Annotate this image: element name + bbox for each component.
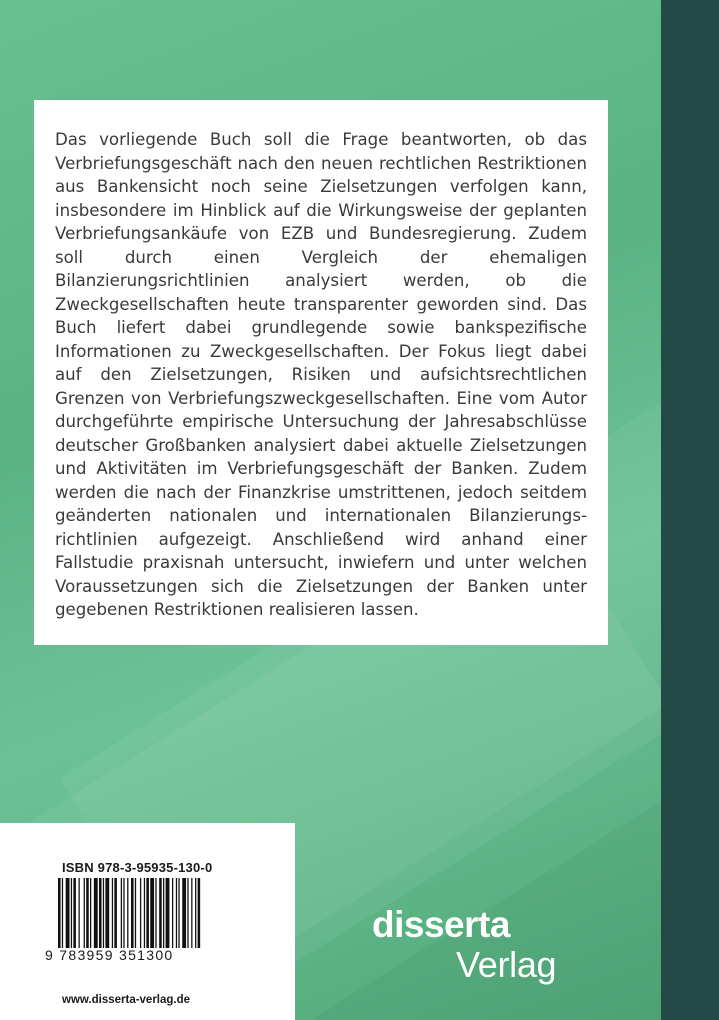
barcode-bar <box>123 878 124 948</box>
barcode-bar <box>178 878 179 948</box>
barcode-bar <box>114 878 117 948</box>
barcode-bar <box>66 878 70 948</box>
isbn-label: ISBN 978-3-95935-130-0 <box>62 860 213 875</box>
publisher-website: www.disserta-verlag.de <box>62 994 191 1006</box>
barcode-bar <box>172 878 173 948</box>
barcode-bar <box>86 878 89 948</box>
barcode-bar <box>99 878 102 948</box>
barcode-bar <box>155 878 156 948</box>
barcode-bar <box>198 878 201 948</box>
blurb-panel <box>34 100 608 645</box>
barcode-bar <box>103 878 104 948</box>
barcode-bar <box>127 878 128 948</box>
barcode-bar <box>121 878 122 948</box>
barcode-bar <box>150 878 154 948</box>
barcode-bar <box>191 878 192 948</box>
barcode-bar <box>135 878 136 948</box>
barcode-bar <box>146 878 149 948</box>
spine-strip <box>661 0 719 1020</box>
barcode-bar <box>163 878 164 948</box>
barcode-bar <box>131 878 134 948</box>
logo-line-disserta: disserta <box>372 904 510 945</box>
barcode-bar <box>71 878 72 948</box>
barcode-bar <box>159 878 162 948</box>
barcode-bar <box>73 878 76 948</box>
barcode-bar <box>78 878 79 948</box>
barcode-bar <box>112 878 113 948</box>
barcode-bar <box>94 878 98 948</box>
barcode-bar <box>187 878 188 948</box>
barcode-graphic <box>58 878 204 948</box>
barcode-bar <box>140 878 141 948</box>
barcode-bar <box>84 878 85 948</box>
blurb-text: Das vorliegende Buch soll die Frage beantworten, ob das Verbriefungsgeschäft nach den neuen rechtlichen Restriktionen aus Bankensicht noch seine Zielsetzungen verfolgen kann, insbesondere im Hinblick auf die Wirkungsweise der geplanten Verbriefungsankäufe von EZB und Bundesregierung. Zudem soll durch einen Vergleich der ehemaligen Bilanzierungsrichtlinien analysiert werden, ob die Zweckgesellschaften heute transparenter geworden sind. Das Buch liefert dabei grundlegende sowie bankspezifische Informationen zu Zweckgesellschaften. Der Fokus liegt dabei auf den Zielsetzungen, Risiken und aufsichtsrechtlichen Grenzen von Verbriefungszweckgesellschaften. Eine vom Autor durchgeführte empirische Untersuchung der Jahresabschlüsse deutscher Großbanken analysiert dabei aktuelle Zielsetzungen und Aktivitäten im Verbriefungsgeschäft der Banken. Zudem werden die nach der Finanzkrise umstrittenen, jedoch seitdem geänderten nationalen und internationalen Bilanzierungsrichtlinien aufgezeigt. Anschließend wird anhand einer Fallstudie praxisnah untersucht, inwiefern und unter welchen Voraussetzungen sich die Zielsetzungen der Banken unter gegebenen Restriktionen realisieren lassen. <box>55 130 587 619</box>
barcode-bar <box>105 878 109 948</box>
logo-line-verlag: Verlag <box>456 944 557 985</box>
barcode-bar <box>182 878 186 948</box>
barcode-bar <box>176 878 177 948</box>
barcode-bar <box>195 878 196 948</box>
barcode-digits: 9 783959 351300 <box>45 947 174 963</box>
barcode-bar <box>90 878 91 948</box>
barcode-bar <box>166 878 170 948</box>
barcode-bar <box>58 878 61 948</box>
barcode-bar <box>62 878 63 948</box>
barcode-bar <box>144 878 145 948</box>
publisher-logo <box>372 905 556 985</box>
